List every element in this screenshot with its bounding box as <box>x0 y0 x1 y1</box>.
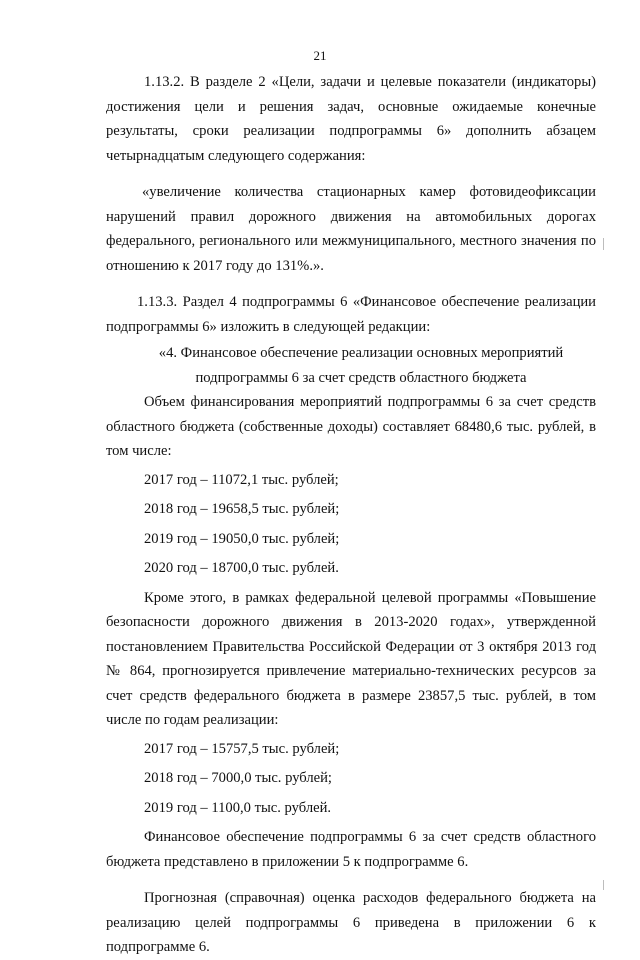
scan-artifact-mark <box>603 238 604 250</box>
list-item: 2020 год – 18700,0 тыс. рублей. <box>144 560 339 576</box>
section-4-heading: «4. Финансовое обеспечение реализации основных мероприятий подпрограммы 6 за счет средств областного бюджета <box>158 345 564 386</box>
paragraph-1-13-2: 1.13.2. В разделе 2 «Цели, задачи и целевые показатели (индикаторы) достижения цели и решения задач, основные ожидаемые конечные результаты, сроки реализации подпрограммы 6» дополнить абзацем четырнадцатым следующего содержания: <box>106 74 596 164</box>
scan-artifact-mark <box>603 880 604 890</box>
quoted-paragraph-cameras: «увеличение количества стационарных камер фотовидеофиксации нарушений правил дорожного движения на автомобильных дорогах федерального, регионального или межмуниципального, местного значения по отношению к 2017 году до 131%.». <box>106 184 596 274</box>
paragraph-funding-volume: Объем финансирования мероприятий подпрограммы 6 за счет средств областного бюджета (собственные доходы) составляет 68480,6 тыс. рублей, в том числе: <box>106 394 596 459</box>
list-item: 2017 год – 15757,5 тыс. рублей; <box>144 740 340 757</box>
paragraph-federal-program: Кроме этого, в рамках федеральной целевой программы «Повышение безопасности дорожного движения в 2013-2020 годах», утвержденной постановлением Правительства Российской Федерации от 3 октября 2013 год № 864, прогнозируется привлечение материально-технических ресурсов за счет средств федерального бюджета в размере 23857,5 тыс. рублей, в том числе по годам реализации: <box>106 589 596 728</box>
federal-funding-by-year <box>106 737 596 821</box>
page-number: 21 <box>313 48 327 63</box>
paragraph-1-13-3: 1.13.3. Раздел 4 подпрограммы 6 «Финансовое обеспечение реализации подпрограммы 6» изложить в следующей редакции: <box>106 294 596 335</box>
paragraph-appendix-6: Прогнозная (справочная) оценка расходов федерального бюджета на реализацию целей подпрограммы 6 приведена в приложении 6 к подпрограмме 6. <box>106 890 596 955</box>
list-item: 2019 год – 19050,0 тыс. рублей; <box>144 530 340 547</box>
list-item: 2017 год – 11072,1 тыс. рублей; <box>144 471 339 488</box>
list-item: 2019 год – 1100,0 тыс. рублей. <box>144 799 332 816</box>
paragraph-appendix-5: Финансовое обеспечение подпрограммы 6 за счет средств областного бюджета представлено в приложении 5 к подпрограмме 6. <box>106 829 596 870</box>
list-item: 2018 год – 7000,0 тыс. рублей; <box>144 770 332 786</box>
list-item: 2018 год – 19658,5 тыс. рублей; <box>144 501 340 517</box>
document-body <box>106 70 596 960</box>
regional-funding-by-year <box>106 468 596 581</box>
